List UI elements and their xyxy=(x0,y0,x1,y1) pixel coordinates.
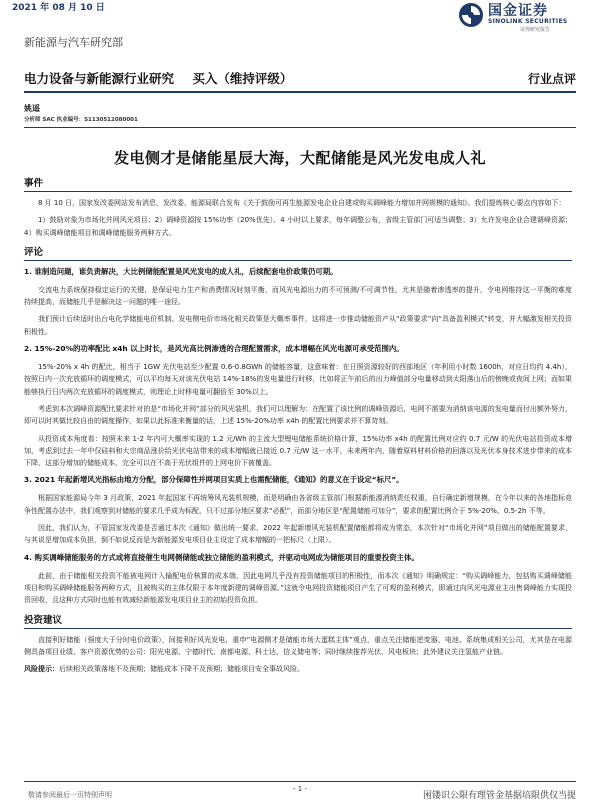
section-divider xyxy=(24,260,572,261)
report-date: 2021 年 08 月 10 日 xyxy=(12,3,105,13)
report-body xyxy=(24,173,572,675)
header-divider xyxy=(24,91,576,93)
analyst-divider xyxy=(24,127,576,128)
paragraph: 我们预计后续适时出台电化学储能电价机制、发电侧电价市场化相关政策是大概率事件，这将进一步推动储能资产从“政策要求”向“具备盈利模式”转变，并大幅激发相关投资积极性。 xyxy=(24,315,572,336)
report-title-line xyxy=(24,69,292,87)
risk-warning xyxy=(24,663,572,675)
logo-name: 国金证券 xyxy=(488,3,548,19)
risk-label: 风险提示： xyxy=(24,665,59,674)
footer-divider xyxy=(24,781,576,782)
section-heading-advice: 投资建议 xyxy=(24,614,63,626)
report-type: 行业点评 xyxy=(527,72,576,86)
section-divider xyxy=(24,628,572,629)
rating: 买入（维持评级） xyxy=(192,71,293,86)
analyst-name: 姚遥 xyxy=(24,104,40,113)
brand-logo xyxy=(458,0,588,34)
paragraph: 此前，由于储能相关投资不能被电网计入输配电价核算的成本端，因此电网几乎没有投资储能项目的积极性，而本次《通知》明确规定：“购买调峰能力，包括购买调峰储能项目和购买调峰储能服务两种方式，且被购买的主体仅限于本年度新建的调峰资源。”这就令电网投资储能项目产生了可观的盈利模式，即通过向风光电源业主出售调峰能力实现投资回收，且这种方式同时也能有效减轻新能源发电项目业主的初始投资负担。 xyxy=(24,571,572,605)
point-heading: 4. 购买调峰储能服务的方式或将直接催生电网侧储能或独立储能的盈利模式，并驱动电网成为储能项目的重要投资主体。 xyxy=(24,552,419,562)
paragraph: 交流电力系统保持稳定运行的关键，是保证电力生产和消费情况时刻平衡，而风光电源出力的不可预测/不可调节性，尤其是随着渗透率的提升，令电网维持这一平衡的难度持续提高，而储能几乎是解决这一问题的唯一途径。 xyxy=(24,285,572,307)
footer-disclaimer: 敬请参阅最后一页特别声明 xyxy=(28,791,112,799)
paragraph: 直接利好储能（强度大于分时电价政策），间接利好风光发电，重申“电源侧才是储能市场大蛋糕主体”观点，重点关注储能逆变器、电池、系统集成相关公司，尤其是在电源侧具备项目业绩、客户资源优势的公司：阳光电源、宁德时代、南都电源、科士达、信义储电等；同时继续推荐光伏、风电板块；此外建议关注氢能产业链。 xyxy=(24,635,572,656)
paragraph: 15%-20% x 4h 的配比，相当于 1GW 光伏电站至少配置 0.6-0.8GWh 的储能容量，这意味着：在日照资源较好的西部地区（年利用小时数 1600h，对应日均约 4.4h），按照日内一次充放循环的调度模式，可以平均每天对该光伏电站 14%-18%的发电量进行时移，比如将正午前后的出力峰值部分电量移动到太阳落山后的傍晚或夜间上网；而如果能够执行日内两次充放循环的调度模式，则理论上时移电量可翻倍至 30%以上。 xyxy=(24,363,572,396)
point-heading: 3. 2021 年起新增风光指标由地方分配，部分保障性并网项目实质上也需配储能，《通知》的意义在于设定“标尺”。 xyxy=(24,475,404,485)
paragraph: 1）鼓励对象为市场化并网风光项目；2）调峰资源按 15%功率（20%优先）、4 小时以上要求，每年调整公布，省级主管部门可适当调整；3）允许发电企业合建调峰资源；4）购买调峰储能项目和调峰储能服务两种方式。 xyxy=(24,216,572,237)
risk-text: 后续相关政策落地不及预期；储能成本下降不及预期；储能项目安全事故风险。 xyxy=(59,665,304,674)
sinolink-logo-icon xyxy=(458,2,484,28)
footer-right-text: 困镂识公限有理管金基据培限供仅当提 xyxy=(422,791,576,800)
industry-title: 电力设备与新能源行业研究 xyxy=(24,71,175,86)
point-heading: 2. 15%-20%的功率配比 x4h 以上时长，是风光高比例渗透的合理配置需求，成本增幅在风光电源可承受范围内。 xyxy=(24,344,404,354)
page-number: - 1 - xyxy=(293,785,307,793)
paragraph: 考虑到本次调峰资源配比要求针对的是“市场化并网”部分的风光装机，我们可以理解为：在配置了该比例的调峰资源后，电网不需要为消纳该电源的发电量而付出额外努力，即可以时其做比较自由的调度操作，如果以此标准来衡量的话，上述 15%-20%功率 x4h 的配置比例要求并不算苛刻。 xyxy=(24,404,572,426)
paragraph: 8 月 10 日，国家发改委网站发布消息，发改委、能源局联合发布《关于鼓励可再生能源发电企业自建或购买调峰能力增加并网规模的通知》。我们提炼核心要点内容如下： xyxy=(38,199,566,207)
analyst-id: 分析师 SAC 执业编号：S1130512080001 xyxy=(24,117,138,123)
main-title: 发电侧才是储能星辰大海，大配储能是风光发电成人礼 xyxy=(113,149,486,167)
section-heading-comment: 评论 xyxy=(24,246,44,258)
paragraph: 从投资成本角度看：按照未来 1-2 年内可大概率实现的 1.2 元/Wh 的主流大型锂电储能系统价格计算，15%功率 x4h 的配置比例对应约 0.7 元/W 的光伏电站投资成本增加，考虑到过去一年中仅硅料和大宗商品涨价给光伏电站带来的成本增幅就已接近 0.7 元/W 这一水平，未来两年内，随着原料材料价格的回落以及光伏本身技术进步带来的成本下降，这部分增加的储能成本，完全可以在不高于光伏组件的上网电价下被覆盖。 xyxy=(24,434,572,468)
paragraph: 因此，我们认为，不管国家发改委是否通过本次《通知》做出统一要求，2022 年起新增风光装机配置储能都将成为常态，本次针对“市场化并网”项目做出的储能配置要求，与其说是增加成本负担，倒不如说反而是为新能源发电项目业主设定了成本增幅的一把标尺（上限）。 xyxy=(24,524,572,545)
department: 新能源与汽车研究部 xyxy=(24,36,123,49)
section-heading-event: 事件 xyxy=(24,178,44,189)
point-heading: 1. 谁制造问题，谁负责解决，大比例储能配置是风光发电的成人礼，后续配套电价政策仍可期。 xyxy=(24,266,338,276)
paragraph: 根据国家能源局今年 3 月政策，2021 年起国家不再统筹风光装机规模，而是明确由各省级主管部门根据新能源消纳责任权重，自行确定新增规模，在今年以来的各地指标竞争性配置办法中，我们观察到对储能的要求几乎成为标配，只不过部分地区要求“必配”，而部分地区是“配置储能可加分”，要求的配置比例介于 5%-20%、0.5-2h 不等。 xyxy=(24,494,572,515)
section-divider xyxy=(24,191,572,192)
logo-english: SINOLINK SECURITIES xyxy=(488,18,568,25)
logo-tagline: 证券研究报告 xyxy=(520,27,551,33)
